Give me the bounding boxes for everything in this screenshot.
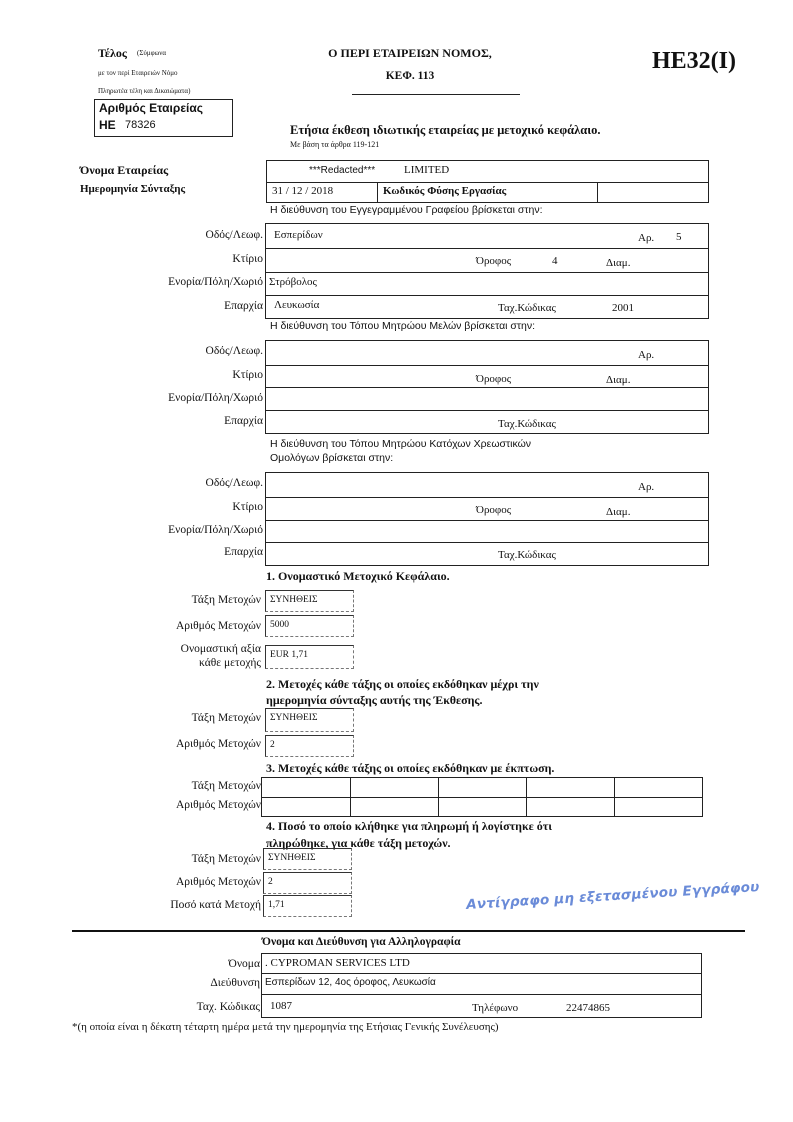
section2-title-line: 2. Μετοχές κάθε τάξης οι οποίες εκδόθηκαν μέχρι την bbox=[266, 677, 539, 691]
nominal-label-line: Ονομαστική αξία bbox=[180, 643, 261, 655]
postcode-label: Ταχ.Κώδικας bbox=[498, 418, 556, 430]
apartment-label: Διαμ. bbox=[606, 374, 631, 386]
debenture-register-table bbox=[265, 472, 709, 566]
section-divider bbox=[72, 930, 745, 932]
postcode-label: Ταχ.Κώδικας bbox=[498, 302, 556, 314]
registration-number: 78326 bbox=[125, 119, 156, 131]
floor-label: Όροφος bbox=[476, 255, 512, 267]
company-name-redacted: ***Redacted*** bbox=[309, 165, 376, 176]
apartment-label: Διαμ. bbox=[606, 506, 631, 518]
district-value: Λευκωσία bbox=[274, 299, 320, 311]
registration-prefix: ΗΕ bbox=[99, 118, 116, 132]
nominal-label-line: κάθε μετοχής bbox=[199, 657, 261, 669]
share-class-value: ΣΥΝΗΘΕΙΣ bbox=[265, 708, 354, 732]
parish-label: Ενορία/Πόλη/Χωριό bbox=[168, 392, 263, 404]
share-count-label: Αριθμός Μετοχών bbox=[175, 738, 261, 750]
correspondence-table bbox=[261, 953, 702, 1018]
building-label: Κτίριο bbox=[232, 501, 263, 513]
postcode-label: Ταχ.Κώδικας bbox=[498, 549, 556, 561]
correspondence-postcode-label: Ταχ. Κώδικας bbox=[196, 1001, 260, 1013]
section4-title-line: 4. Ποσό το οποίο κλήθηκε για πληρωμή ή λογίστηκε ότι bbox=[266, 819, 553, 833]
fee-note: Πληρωτέα τέλη και Δικαιώματα) bbox=[98, 87, 191, 95]
section4-title-line: πληρώθηκε, για κάθε τάξη μετοχών. bbox=[266, 836, 451, 850]
floor-label: Όροφος bbox=[476, 504, 512, 516]
activity-code-label: Κωδικός Φύσης Εργασίας bbox=[383, 185, 507, 197]
fee-note: (Σύμφωνα bbox=[137, 49, 167, 57]
report-title: Ετήσια έκθεση ιδιωτικής εταιρείας με μετοχικό κεφάλαιο. bbox=[290, 123, 601, 137]
floor-value: 4 bbox=[552, 255, 558, 267]
correspondence-name-value: . CYPROMAN SERVICES LTD bbox=[265, 957, 410, 969]
phone-label: Τηλέφωνο bbox=[472, 1002, 519, 1014]
law-title: Ο ΠΕΡΙ ΕΤΑΙΡΕΙΩΝ ΝΟΜΟΣ, bbox=[328, 46, 492, 60]
date-label: Ημερομηνία Σύνταξης bbox=[80, 183, 186, 195]
members-register-heading: Η διεύθυνση του Τόπου Μητρώου Μελών βρίσκεται στην: bbox=[270, 320, 536, 332]
debenture-register-heading bbox=[270, 437, 531, 465]
chapter: ΚΕΦ. 113 bbox=[385, 70, 435, 82]
share-class-value: ΣΥΝΗΘΕΙΣ bbox=[263, 848, 352, 870]
date-value: 31 / 12 / 2018 bbox=[272, 185, 334, 197]
section3-title: 3. Μετοχές κάθε τάξης οι οποίες εκδόθηκαν με έκπτωση. bbox=[266, 761, 555, 775]
parish-label: Ενορία/Πόλη/Χωριό bbox=[168, 524, 263, 536]
street-value: Εσπερίδων bbox=[274, 229, 323, 241]
fee-note: με τον περί Εταιρειών Νόμο bbox=[98, 69, 178, 77]
report-basis: Με βάση τα άρθρα 119-121 bbox=[290, 140, 380, 149]
correspondence-address-label: Διεύθυνση bbox=[210, 977, 260, 989]
section2-title bbox=[266, 676, 539, 708]
share-count-value: 2 bbox=[265, 735, 354, 757]
company-name-field bbox=[266, 160, 709, 183]
phone-value: 22474865 bbox=[566, 1002, 610, 1014]
building-label: Κτίριο bbox=[232, 253, 263, 265]
share-count-value: 5000 bbox=[265, 615, 354, 637]
number-label: Αρ. bbox=[638, 349, 655, 361]
district-label: Επαρχία bbox=[224, 300, 263, 312]
number-label: Αρ. bbox=[638, 232, 655, 244]
company-name-suffix: LIMITED bbox=[404, 164, 450, 176]
nominal-value: EUR 1,71 bbox=[265, 645, 354, 669]
share-count-label: Αριθμός Μετοχών bbox=[175, 876, 261, 888]
section2-title-line: ημερομηνία σύνταξης αυτής της Έκθεσης. bbox=[266, 693, 483, 707]
street-label: Οδός/Λεωφ. bbox=[205, 477, 263, 489]
discount-shares-table bbox=[261, 777, 703, 817]
share-class-label: Τάξη Μετοχών bbox=[191, 712, 261, 724]
form-code: ΗΕ32(Ι) bbox=[652, 48, 736, 74]
parish-label: Ενορία/Πόλη/Χωριό bbox=[168, 276, 263, 288]
registration-box bbox=[94, 99, 233, 137]
nominal-value-label bbox=[181, 642, 261, 670]
correspondence-name-label: Όνομα bbox=[228, 958, 260, 970]
district-label: Επαρχία bbox=[224, 415, 263, 427]
debenture-heading-line: Η διεύθυνση του Τόπου Μητρώου Κατόχων Χρεωστικών bbox=[270, 438, 532, 450]
floor-label: Όροφος bbox=[476, 373, 512, 385]
registered-office-table bbox=[265, 223, 709, 319]
share-count-value: 2 bbox=[263, 872, 352, 894]
unexamined-copy-stamp: Αντίγραφο μη εξετασμένου Εγγράφου bbox=[465, 879, 760, 913]
company-name-label: Όνομα Εταιρείας bbox=[80, 163, 169, 177]
street-label: Οδός/Λεωφ. bbox=[205, 229, 263, 241]
street-label: Οδός/Λεωφ. bbox=[205, 345, 263, 357]
debenture-heading-line: Ομολόγων βρίσκεται στην: bbox=[270, 452, 394, 464]
district-label: Επαρχία bbox=[224, 546, 263, 558]
registration-label: Αριθμός Εταιρείας bbox=[99, 101, 203, 115]
postcode-value: 2001 bbox=[612, 302, 634, 314]
correspondence-address-value: Εσπερίδων 12, 4ος όροφος, Λευκωσία bbox=[265, 977, 436, 988]
correspondence-title: Όνομα και Διεύθυνση για Αλληλογραφία bbox=[262, 936, 461, 948]
share-class-value: ΣΥΝΗΘΕΙΣ bbox=[265, 590, 354, 612]
share-class-label: Τάξη Μετοχών bbox=[191, 853, 261, 865]
share-class-label: Τάξη Μετοχών bbox=[191, 594, 261, 606]
share-count-label: Αριθμός Μετοχών bbox=[175, 799, 261, 811]
section4-title bbox=[266, 818, 552, 852]
amount-per-share-value: 1,71 bbox=[263, 895, 352, 917]
number-label: Αρ. bbox=[638, 481, 655, 493]
section1-title: 1. Ονομαστικό Μετοχικό Κεφάλαιο. bbox=[266, 569, 450, 583]
apartment-label: Διαμ. bbox=[606, 257, 631, 269]
members-register-table bbox=[265, 340, 709, 434]
amount-per-share-label: Ποσό κατά Μετοχή bbox=[170, 899, 261, 911]
share-class-label: Τάξη Μετοχών bbox=[191, 780, 261, 792]
building-label: Κτίριο bbox=[232, 369, 263, 381]
share-count-label: Αριθμός Μετοχών bbox=[175, 620, 261, 632]
date-row bbox=[266, 182, 709, 203]
footnote: *(η οποία είναι η δέκατη τέταρτη ημέρα μετά την ημερομηνία της Ετήσιας Γενικής Συνέλευσης) bbox=[72, 1021, 499, 1033]
fee-label: Τέλος bbox=[98, 46, 127, 60]
parish-value: Στρόβολος bbox=[269, 276, 317, 288]
correspondence-postcode-value: 1087 bbox=[270, 1000, 292, 1012]
title-underline bbox=[352, 94, 520, 95]
number-value: 5 bbox=[676, 231, 682, 243]
registered-office-heading: Η διεύθυνση του Εγγεγραμμένου Γραφείου βρίσκεται στην: bbox=[270, 204, 543, 216]
